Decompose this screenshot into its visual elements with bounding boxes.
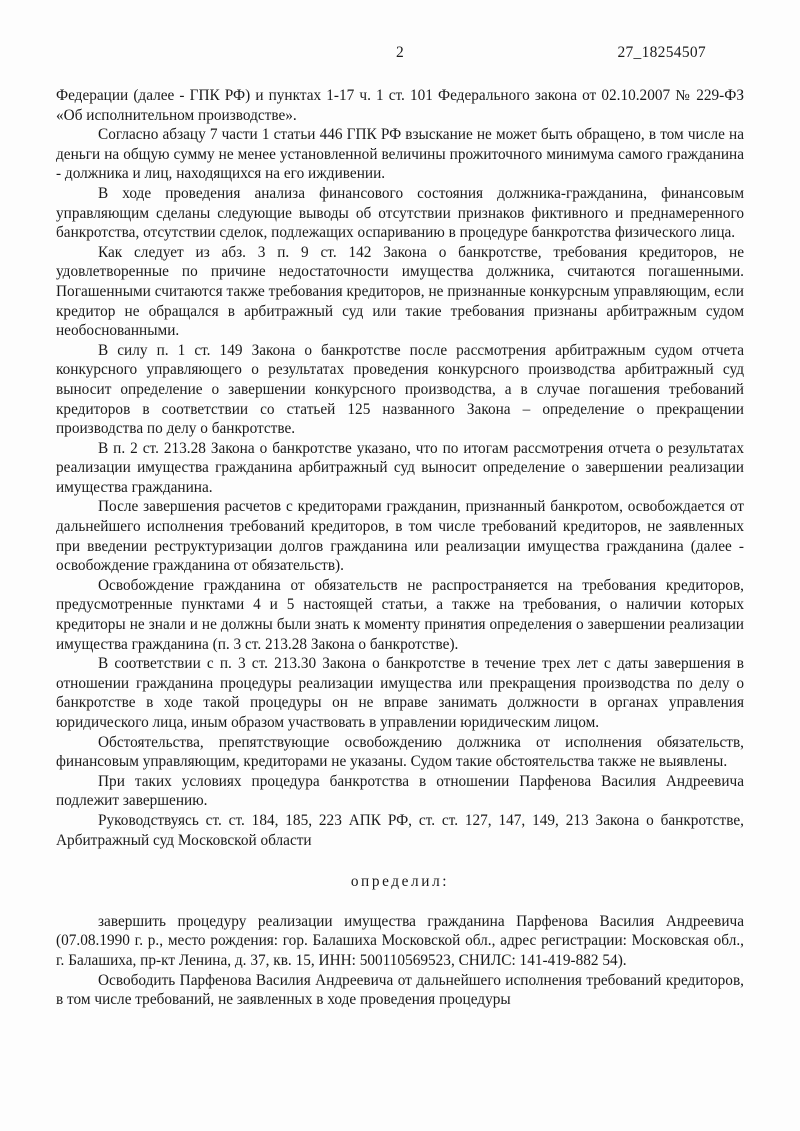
paragraph: В п. 2 ст. 213.28 Закона о банкротстве указано, что по итогам рассмотрения отчета о результатах реализации имущества гражданина арбитражный суд выносит определение о завершении реализации имущества гражданина. [56, 439, 744, 496]
paragraph: Обстоятельства, препятствующие освобождению должника от исполнения обязательств, финансовым управляющим, кредиторами не указаны. Судом такие обстоятельства также не выявлены. [56, 733, 744, 771]
document-body [56, 86, 744, 1010]
ruling-heading: определил: [350, 873, 450, 891]
paragraph: Освобождение гражданина от обязательств не распространяется на требования кредиторов, предусмотренные пунктами 4 и 5 настоящей статьи, а также на требования, о наличии которых кредиторы не знали и не должны были знать к моменту принятия определения о завершении реализации имущества гражданина (п. 3 ст. 213.28 Закона о банкротстве). [56, 576, 744, 653]
paragraph: В соответствии с п. 3 ст. 213.30 Закона о банкротстве в течение трех лет с даты завершения в отношении гражданина процедуры реализации имущества или прекращения производства по делу о банкротстве в ходе такой процедуры он не вправе занимать должности в органах управления юридического лица, иным образом участвовать в управлении юридическим лицом. [56, 655, 744, 731]
paragraph: Как следует из абз. 3 п. 9 ст. 142 Закона о банкротстве, требования кредиторов, не удовлетворенные по причине недостаточности имущества должника, считаются погашенными. Погашенными считаются также требования кредиторов, не признанные конкурсным управляющим, если кредитор не обращался в арбитражный суд или такие требования признаны арбитражным судом необоснованными. [56, 243, 744, 340]
paragraph: В силу п. 1 ст. 149 Закона о банкротстве после рассмотрения арбитражным судом отчета конкурсного управляющего о результатах проведения конкурсного производства арбитражный суд выносит определение о завершении конкурсного производства, а в случае погашения требований кредиторов в соответствии со статьей 125 названного Закона – определение о прекращении производства по делу о банкротстве. [56, 341, 744, 438]
paragraph: После завершения расчетов с кредиторами гражданин, признанный банкротом, освобождается от дальнейшего исполнения требований кредиторов, в том числе требований кредиторов, не заявленных при введении реструктуризации долгов гражданина или реализации имущества гражданина (далее - освобождение гражданина от обязательств). [56, 498, 744, 575]
paragraph: Руководствуясь ст. ст. 184, 185, 223 АПК РФ, ст. ст. 127, 147, 149, 213 Закона о банкротстве, Арбитражный суд Московской области [56, 811, 744, 849]
ruling-paragraph: завершить процедуру реализации имущества гражданина Парфенова Василия Андреевича (07.08.1990 г. р., место рождения: гор. Балашиха Московской обл., адрес регистрации: Московская обл., г. Балашиха, пр-кт Ленина, д. 37, кв. 15, ИНН: 500110569523, СНИЛС: 141-419-882 54). [56, 912, 744, 969]
paragraph: Федерации (далее - ГПК РФ) и пунктах 1-17 ч. 1 ст. 101 Федерального закона от 02.10.2007 № 229-ФЗ «Об исполнительном производстве». [56, 87, 744, 124]
ruling-paragraph: Освободить Парфенова Василия Андреевича от дальнейшего исполнения требований кредиторов, в том числе требований, не заявленных в ходе проведения процедуры [56, 971, 744, 1009]
paragraph: При таких условиях процедура банкротства в отношении Парфенова Василия Андреевича подлежит завершению. [56, 772, 744, 810]
paragraph: Согласно абзацу 7 части 1 статьи 446 ГПК РФ взыскание не может быть обращено, в том числе на деньги на общую сумму не менее установленной величины прожиточного минимума самого гражданина - должника и лиц, находящихся на его иждивении. [56, 126, 744, 183]
page-header [56, 44, 744, 74]
paragraph: В ходе проведения анализа финансового состояния должника-гражданина, финансовым управляющим сделаны следующие выводы об отсутствии признаков фиктивного и преднамеренного банкротства, отсутствии сделок, подлежащих оспариванию в процедуре банкротства физического лица. [56, 184, 744, 242]
page-number: 2 [396, 44, 404, 61]
document-code: 27_18254507 [617, 44, 706, 61]
